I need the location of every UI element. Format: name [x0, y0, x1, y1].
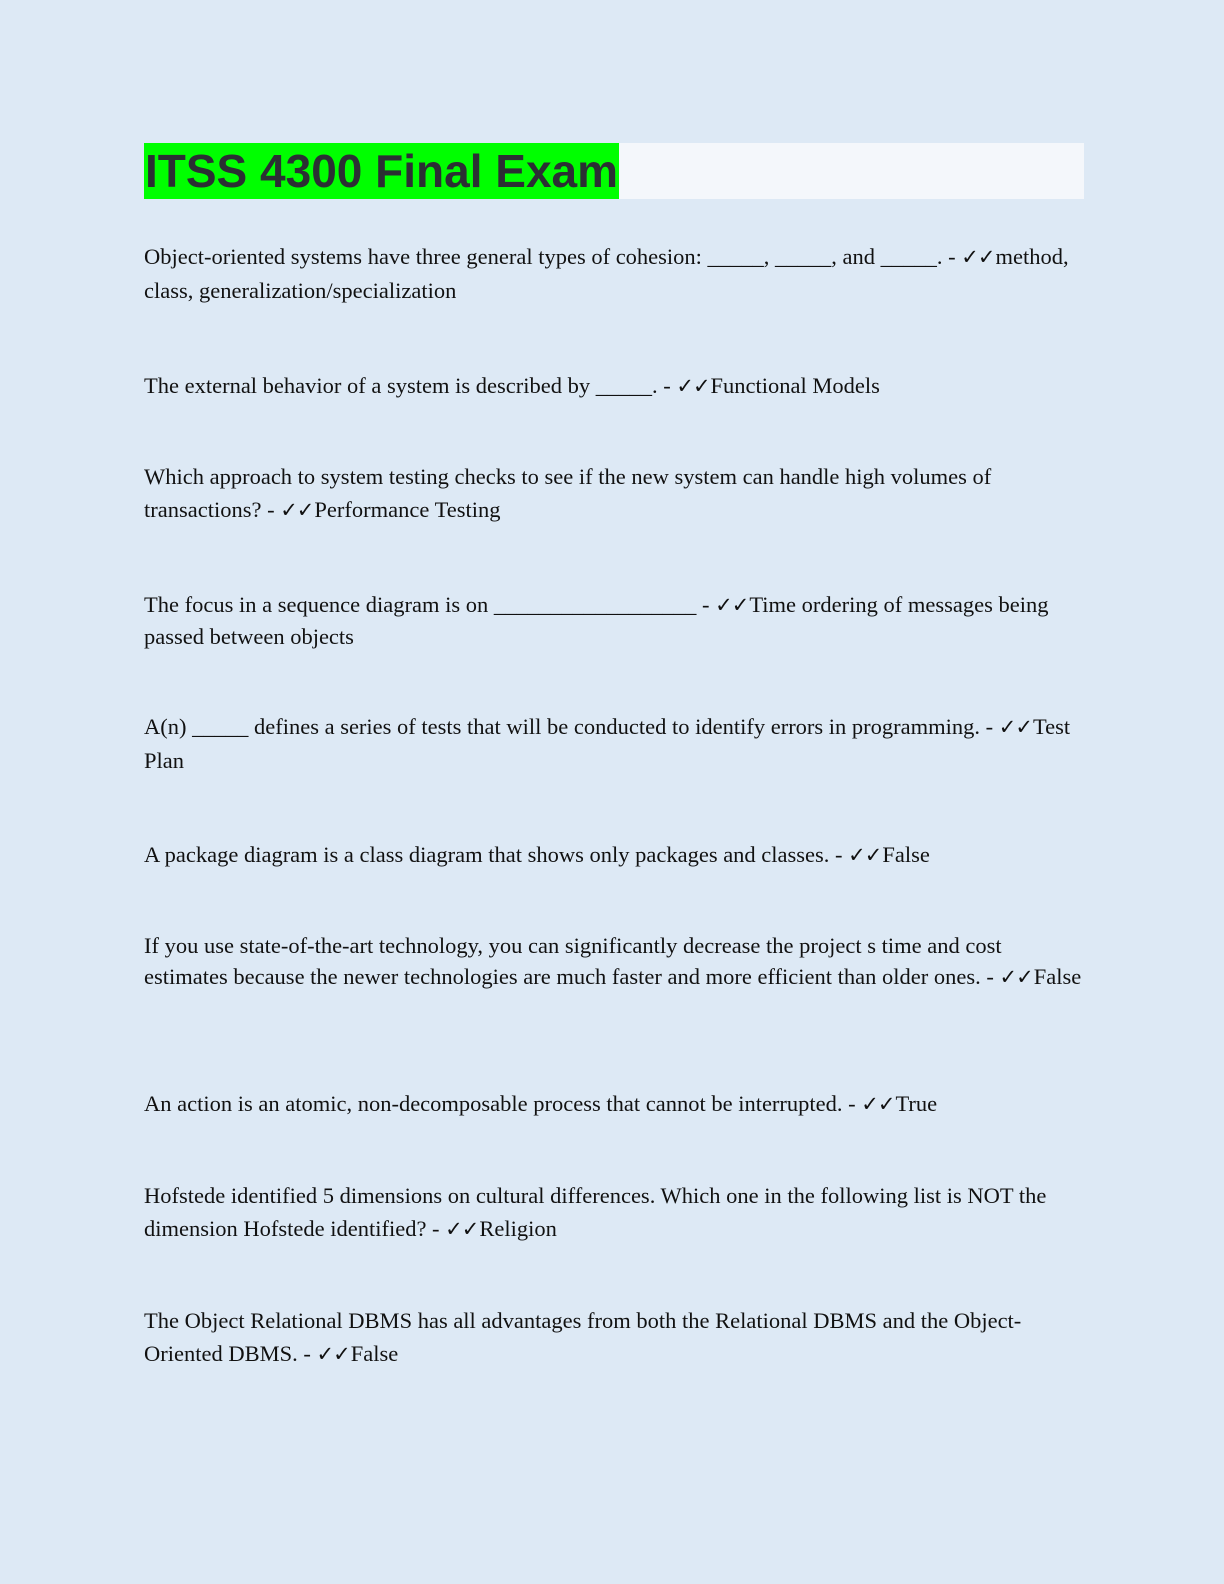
- qa-item-9: [144, 1179, 1088, 1246]
- qa-item-4: [144, 589, 1088, 652]
- question-text: Which approach to system testing checks to see if the new system can handle high volumes of transactions? -: [144, 464, 992, 522]
- answer-text: Time ordering of messages being passed between objects: [144, 592, 1049, 649]
- qa-item-8: [144, 1087, 1088, 1121]
- answer-text: Performance Testing: [314, 497, 501, 522]
- qa-item-6: [144, 838, 1088, 872]
- question-text: The external behavior of a system is described by _____. -: [144, 373, 671, 398]
- double-check-icon: ✓✓: [715, 593, 749, 617]
- question-text: If you use state-of-the-art technology, you can significantly decrease the project s time and cost estimates because the newer technologies are much faster and more efficient than older ones. -: [144, 933, 1002, 989]
- qa-item-7: [144, 930, 1088, 993]
- qa-item-1: [144, 240, 1088, 307]
- question-text: An action is an atomic, non-decomposable process that cannot be interrupted. -: [144, 1091, 856, 1116]
- question-text: The Object Relational DBMS has all advantages from both the Relational DBMS and the Object-Oriented DBMS. -: [144, 1308, 1022, 1366]
- double-check-icon: ✓✓: [316, 1342, 350, 1366]
- question-text: The focus in a sequence diagram is on __________________ -: [144, 592, 710, 617]
- question-text: Hofstede identified 5 dimensions on cultural differences. Which one in the following list is NOT the dimension Hofstede identified? -: [144, 1183, 1047, 1241]
- answer-text: True: [895, 1091, 938, 1116]
- answer-text: False: [1033, 964, 1082, 989]
- double-check-icon: ✓✓: [961, 245, 995, 269]
- question-text: A(n) _____ defines a series of tests that will be conducted to identify errors in programming. -: [144, 714, 994, 739]
- answer-text: Test Plan: [144, 714, 1071, 773]
- page-title: ITSS 4300 Final Exam: [145, 145, 619, 197]
- double-check-icon: ✓✓: [445, 1217, 479, 1241]
- qa-item-10: [144, 1304, 1088, 1371]
- qa-item-5: [144, 710, 1088, 777]
- double-check-icon: ✓✓: [861, 1092, 895, 1116]
- answer-text: Functional Models: [710, 373, 880, 398]
- qa-item-2: [144, 369, 1088, 403]
- answer-text: method, class, generalization/specialization: [144, 244, 1069, 303]
- title-bar: [144, 143, 1084, 199]
- question-text: A package diagram is a class diagram that shows only packages and classes. -: [144, 842, 843, 867]
- double-check-icon: ✓✓: [999, 965, 1033, 989]
- double-check-icon: ✓✓: [848, 843, 882, 867]
- answer-text: False: [882, 842, 930, 867]
- double-check-icon: ✓✓: [280, 498, 314, 522]
- answer-text: Religion: [479, 1216, 557, 1241]
- answer-text: False: [350, 1341, 399, 1366]
- question-text: Object-oriented systems have three general types of cohesion: _____, _____, and _____. -: [144, 244, 956, 269]
- qa-item-3: [144, 460, 1088, 527]
- double-check-icon: ✓✓: [676, 374, 710, 398]
- double-check-icon: ✓✓: [998, 715, 1032, 739]
